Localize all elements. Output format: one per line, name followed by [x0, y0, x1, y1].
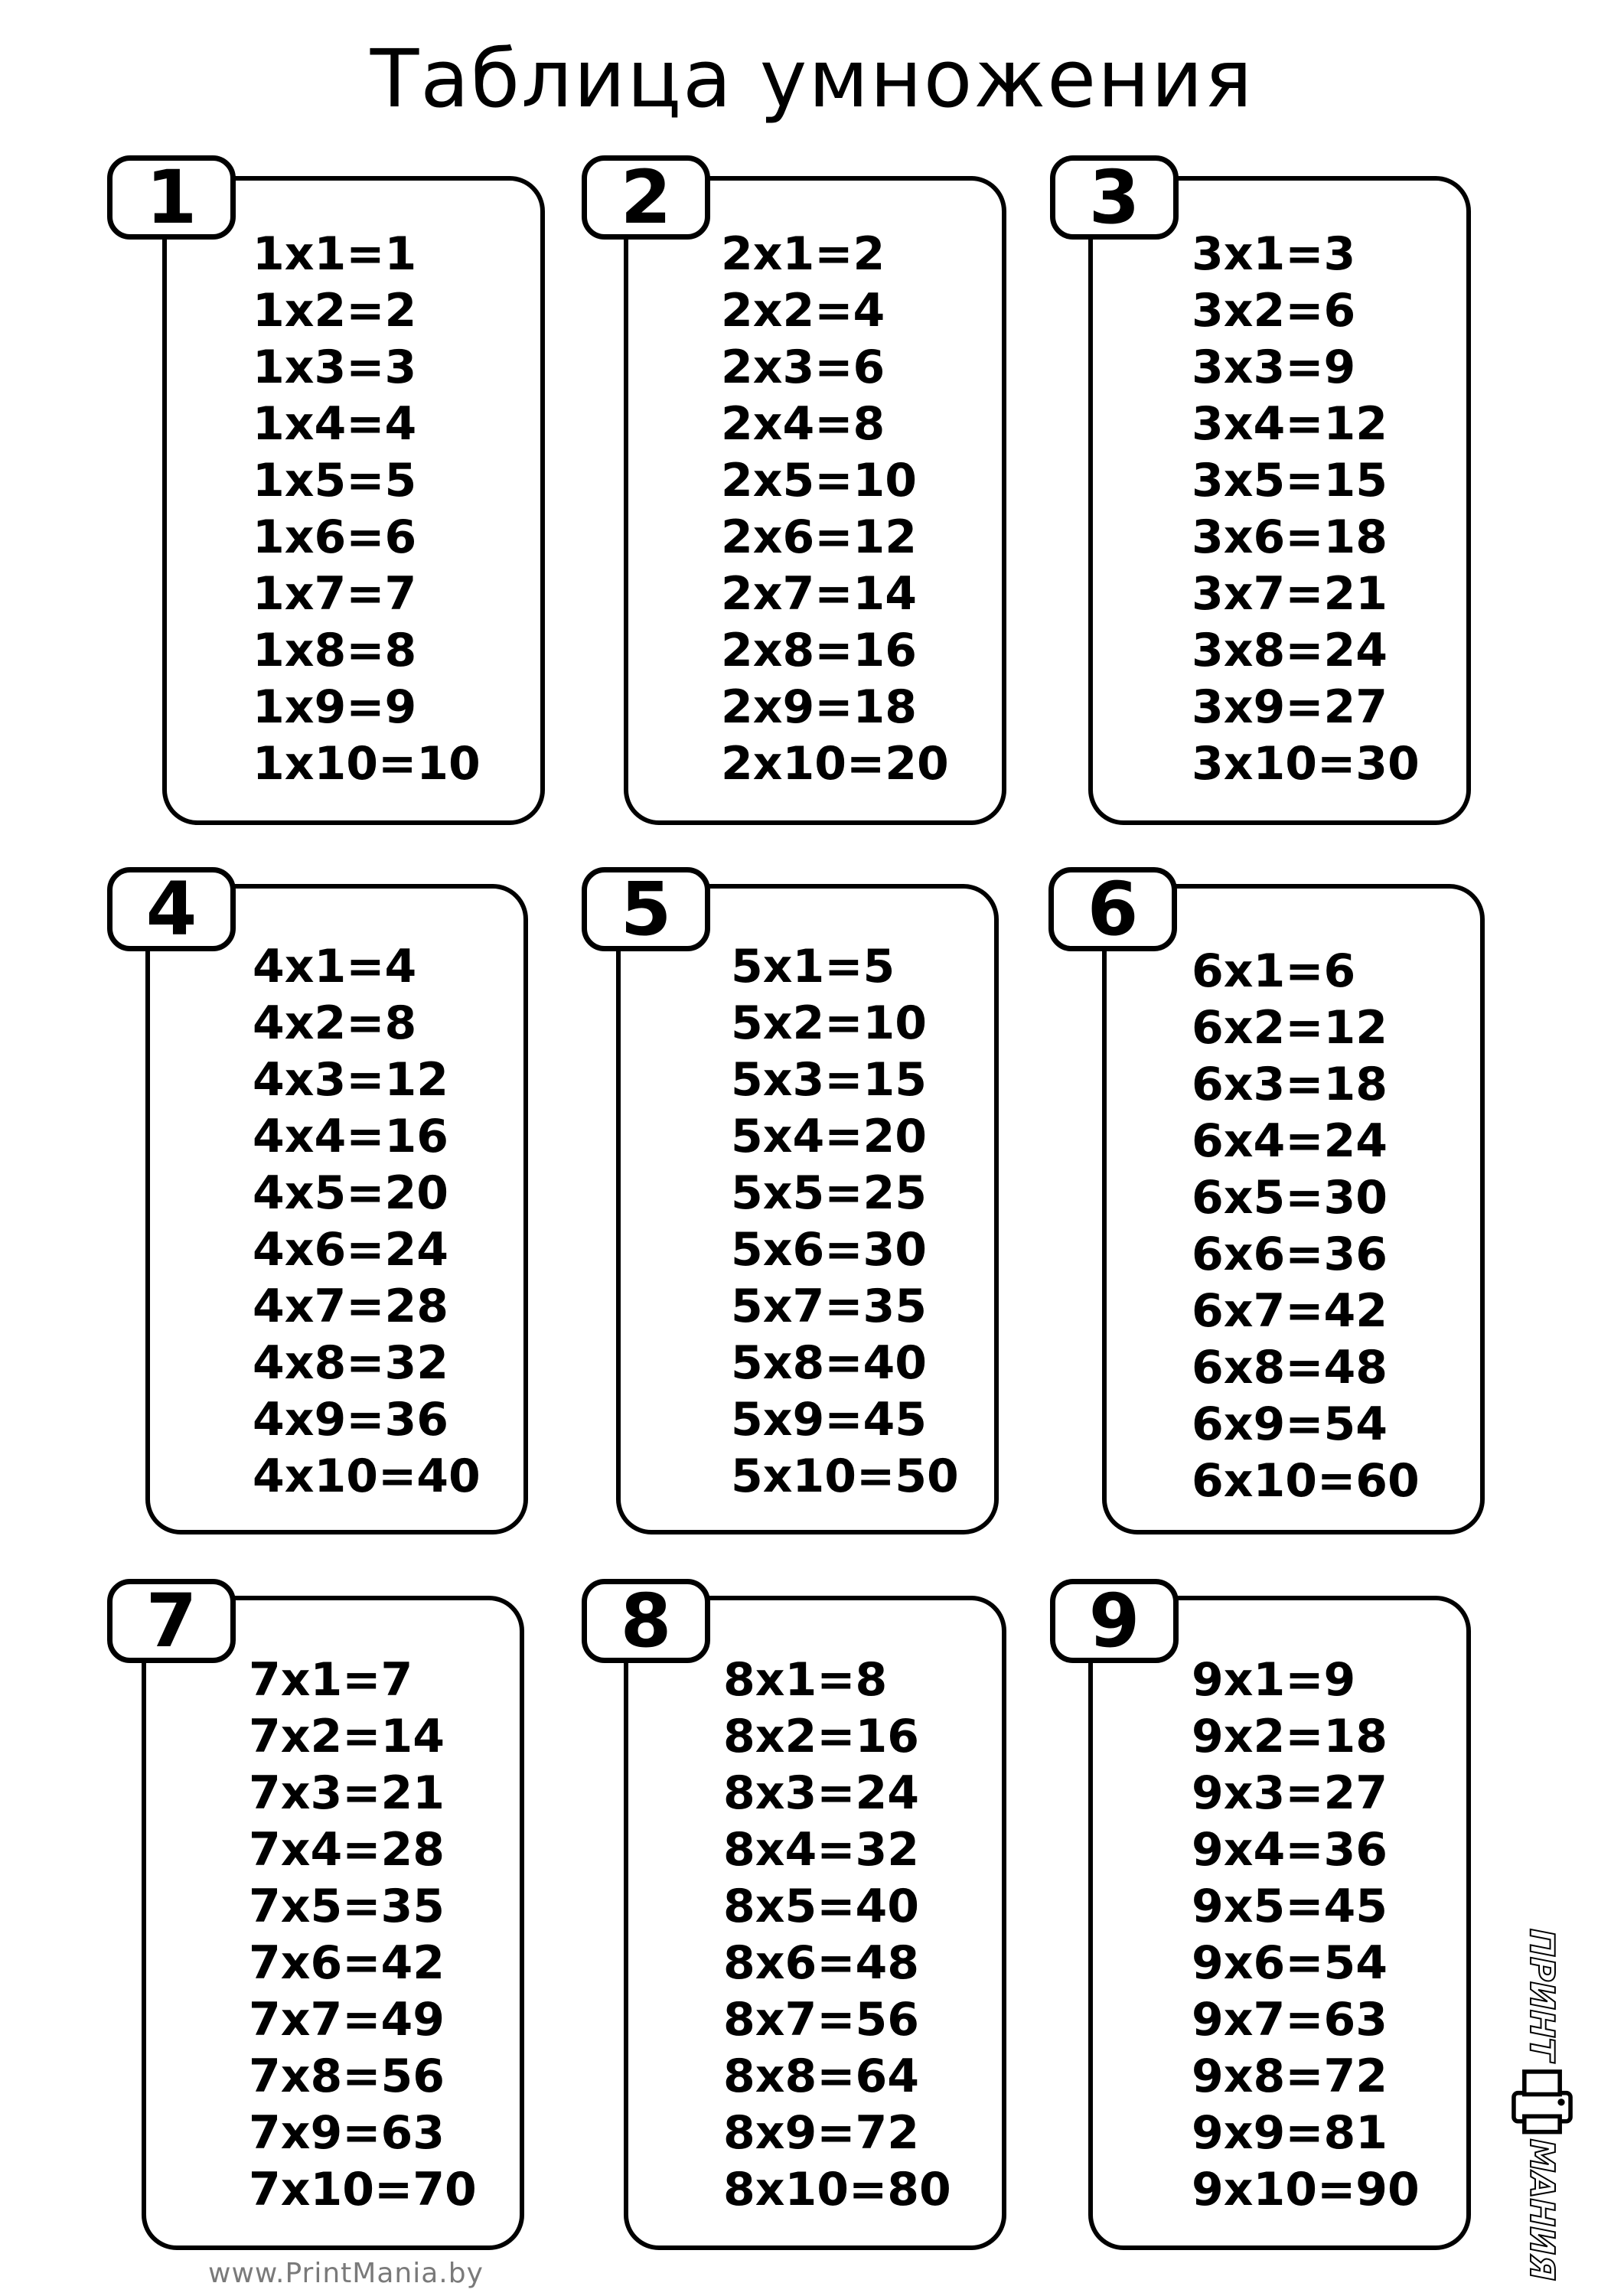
table-row: 4x1=4: [253, 940, 417, 993]
table-row: 4x6=24: [253, 1223, 448, 1277]
logo-word-mania: МАНИЯ: [1522, 2138, 1562, 2281]
table-row: 9x3=27: [1192, 1766, 1388, 1820]
table-row: 2x6=12: [721, 510, 917, 564]
table-row: 7x6=42: [249, 1936, 445, 1990]
table-row: 6x4=24: [1192, 1114, 1388, 1168]
table-rows-3: [1192, 226, 1420, 792]
table-row: 2x2=4: [721, 284, 885, 338]
table-row: 5x5=25: [731, 1166, 927, 1220]
table-row: 1x9=9: [253, 680, 417, 734]
table-row: 8x3=24: [723, 1766, 919, 1820]
table-row: 9x7=63: [1192, 1993, 1388, 2047]
table-row: 8x2=16: [723, 1710, 919, 1763]
page-title: Таблица умножения: [370, 32, 1254, 126]
table-row: 1x8=8: [253, 624, 417, 677]
table-number-tab-4: 4: [107, 867, 236, 951]
table-row: 8x6=48: [723, 1936, 919, 1990]
table-row: 6x2=12: [1192, 1001, 1388, 1055]
table-row: 8x8=64: [723, 2050, 919, 2103]
table-row: 9x8=72: [1192, 2050, 1388, 2103]
table-row: 6x7=42: [1192, 1284, 1388, 1338]
table-row: 7x1=7: [249, 1653, 413, 1707]
table-row: 2x7=14: [721, 567, 917, 621]
table-row: 3x3=9: [1192, 341, 1356, 394]
table-row: 2x5=10: [721, 454, 917, 507]
table-row: 9x5=45: [1192, 1880, 1388, 1933]
table-row: 5x6=30: [731, 1223, 927, 1277]
table-number-tab-1: 1: [107, 155, 236, 240]
table-row: 9x4=36: [1192, 1823, 1388, 1877]
table-row: 3x2=6: [1192, 284, 1356, 338]
footer-website: www.PrintMania.by: [208, 2258, 484, 2289]
printmania-logo: [1485, 1929, 1600, 2281]
table-rows-5: [731, 938, 959, 1505]
table-row: 7x4=28: [249, 1823, 445, 1877]
table-row: 4x4=16: [253, 1110, 448, 1163]
table-row: 2x10=20: [721, 737, 949, 791]
table-number-tab-6: 6: [1048, 867, 1177, 951]
table-row: 4x9=36: [253, 1393, 448, 1446]
table-row: 3x5=15: [1192, 454, 1388, 507]
table-row: 3x6=18: [1192, 510, 1388, 564]
table-row: 1x6=6: [253, 510, 417, 564]
table-rows-8: [723, 1652, 951, 2218]
table-row: 5x8=40: [731, 1336, 927, 1390]
table-rows-6: [1192, 943, 1420, 1509]
table-number-tab-9: 9: [1050, 1579, 1179, 1663]
table-row: 3x4=12: [1192, 397, 1388, 451]
table-row: 2x8=16: [721, 624, 917, 677]
table-row: 4x7=28: [253, 1280, 448, 1333]
table-row: 5x2=10: [731, 996, 927, 1050]
table-row: 6x6=36: [1192, 1228, 1388, 1281]
table-row: 5x1=5: [731, 940, 895, 993]
table-row: 2x4=8: [721, 397, 885, 451]
table-row: 5x7=35: [731, 1280, 927, 1333]
table-row: 5x10=50: [731, 1450, 959, 1503]
table-row: 1x2=2: [253, 284, 417, 338]
table-row: 4x10=40: [253, 1450, 481, 1503]
table-rows-7: [249, 1652, 477, 2218]
table-row: 1x1=1: [253, 227, 417, 281]
table-row: 4x2=8: [253, 996, 417, 1050]
table-row: 4x3=12: [253, 1053, 448, 1107]
logo-word-print: ПРИНТ: [1522, 1929, 1562, 2061]
table-row: 5x4=20: [731, 1110, 927, 1163]
table-row: 9x10=90: [1192, 2163, 1420, 2216]
table-row: 9x2=18: [1192, 1710, 1388, 1763]
table-row: 7x5=35: [249, 1880, 445, 1933]
table-number-tab-3: 3: [1050, 155, 1179, 240]
table-number-tab-2: 2: [582, 155, 710, 240]
table-number-tab-7: 7: [107, 1579, 236, 1663]
table-row: 8x4=32: [723, 1823, 919, 1877]
table-number-tab-5: 5: [582, 867, 710, 951]
table-row: 1x3=3: [253, 341, 417, 394]
table-row: 6x9=54: [1192, 1397, 1388, 1451]
table-row: 7x2=14: [249, 1710, 445, 1763]
table-row: 5x9=45: [731, 1393, 927, 1446]
table-row: 1x10=10: [253, 737, 481, 791]
table-rows-2: [721, 226, 949, 792]
table-row: 7x7=49: [249, 1993, 445, 2047]
table-rows-1: [253, 226, 481, 792]
table-row: 6x5=30: [1192, 1171, 1388, 1225]
table-row: 8x10=80: [723, 2163, 951, 2216]
table-row: 1x4=4: [253, 397, 417, 451]
table-row: 1x7=7: [253, 567, 417, 621]
printer-icon: [1503, 2058, 1581, 2142]
table-row: 8x7=56: [723, 1993, 919, 2047]
table-row: 7x10=70: [249, 2163, 477, 2216]
table-row: 7x9=63: [249, 2106, 445, 2160]
table-row: 7x8=56: [249, 2050, 445, 2103]
table-row: 3x7=21: [1192, 567, 1388, 621]
table-row: 8x5=40: [723, 1880, 919, 1933]
table-row: 7x3=21: [249, 1766, 445, 1820]
table-number-tab-8: 8: [582, 1579, 710, 1663]
table-row: 4x8=32: [253, 1336, 448, 1390]
table-row: 2x1=2: [721, 227, 885, 281]
table-row: 9x9=81: [1192, 2106, 1388, 2160]
table-row: 5x3=15: [731, 1053, 927, 1107]
table-row: 2x3=6: [721, 341, 885, 394]
table-rows-9: [1192, 1652, 1420, 2218]
table-row: 3x10=30: [1192, 737, 1420, 791]
table-row: 6x3=18: [1192, 1058, 1388, 1111]
table-row: 6x8=48: [1192, 1341, 1388, 1394]
table-row: 8x1=8: [723, 1653, 888, 1707]
table-row: 1x5=5: [253, 454, 417, 507]
table-row: 3x9=27: [1192, 680, 1388, 734]
table-rows-4: [253, 938, 481, 1505]
table-row: 4x5=20: [253, 1166, 448, 1220]
table-row: 3x8=24: [1192, 624, 1388, 677]
table-row: 9x6=54: [1192, 1936, 1388, 1990]
table-row: 2x9=18: [721, 680, 917, 734]
table-row: 3x1=3: [1192, 227, 1356, 281]
table-row: 6x1=6: [1192, 944, 1356, 998]
table-row: 9x1=9: [1192, 1653, 1356, 1707]
table-row: 8x9=72: [723, 2106, 919, 2160]
table-row: 6x10=60: [1192, 1454, 1420, 1508]
